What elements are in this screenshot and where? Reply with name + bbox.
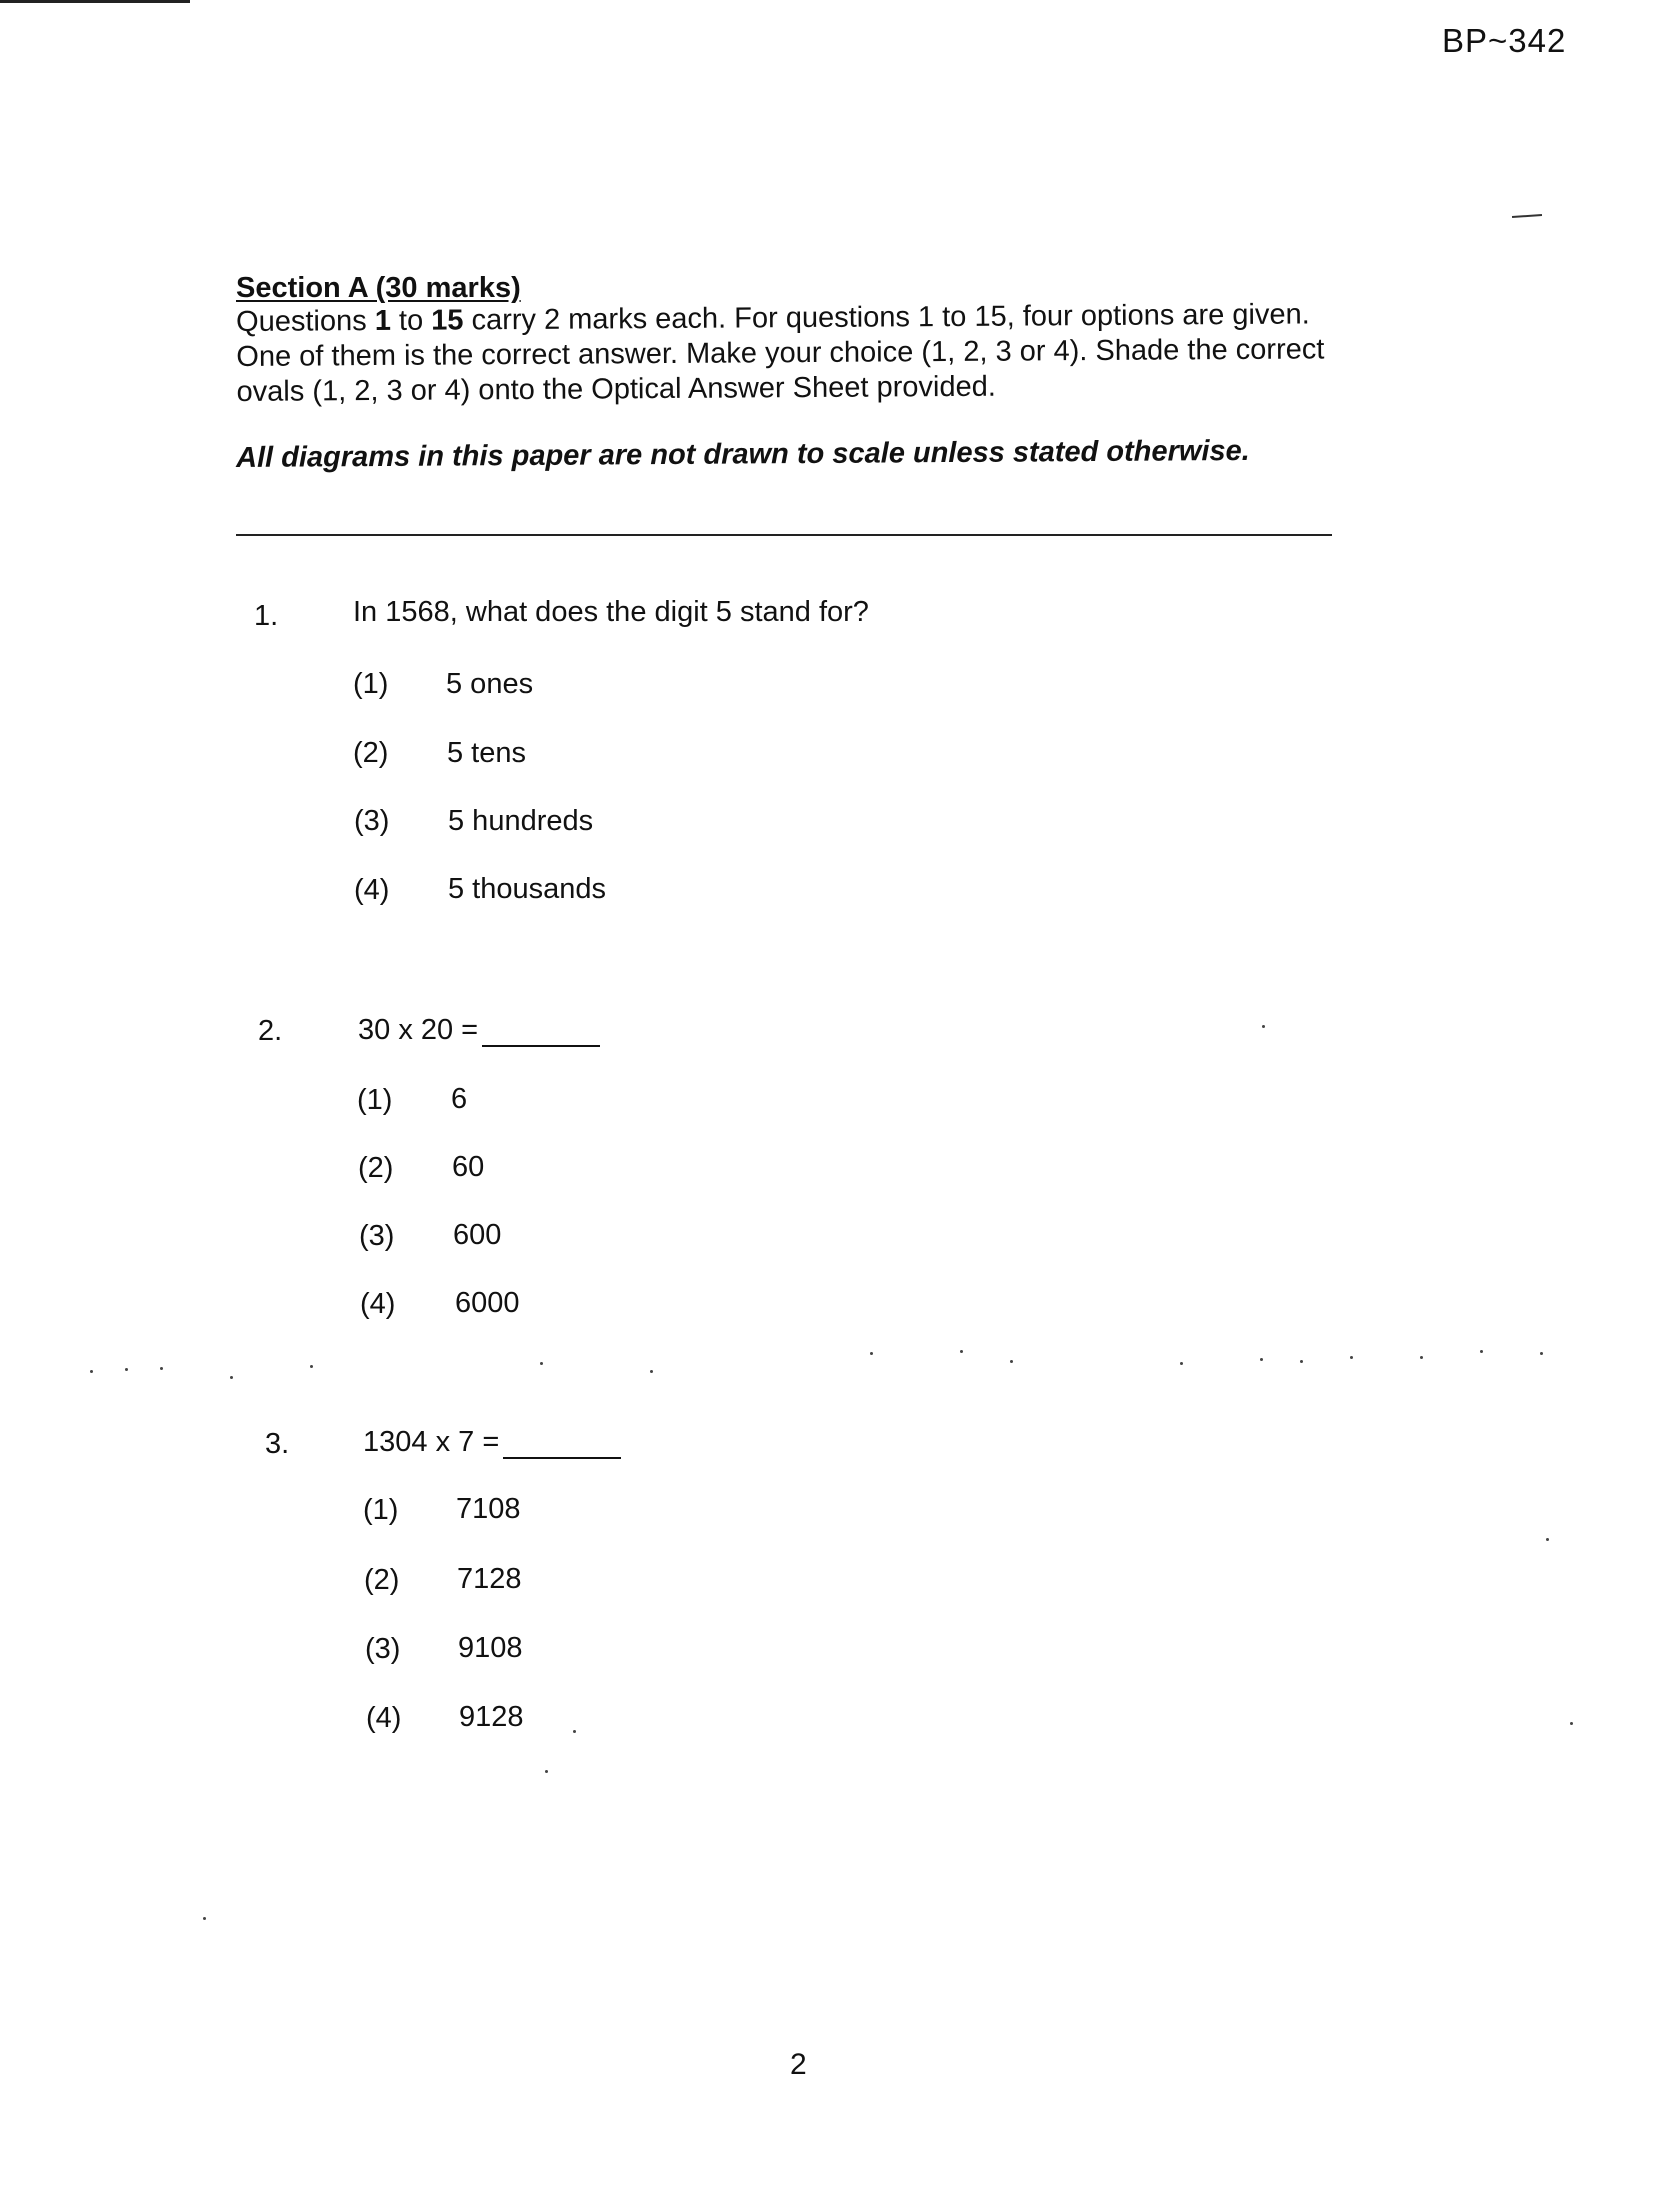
question-2-option-3-label: (3) [359,1220,395,1252]
scan-speck [1180,1362,1183,1365]
question-3-answer-blank [503,1431,621,1459]
question-1-option-1-label: (1) [353,668,389,700]
question-3-option-3-label: (3) [365,1633,401,1665]
question-3-number: 3. [265,1428,290,1460]
question-3-option-2-label: (2) [364,1564,400,1596]
question-3-option-4-text: 9128 [459,1701,524,1733]
scan-speck [545,1770,548,1773]
scan-speck [960,1350,963,1353]
scan-speck [1010,1360,1013,1363]
scan-speck [1350,1356,1353,1359]
section-instructions: Questions 1 to 15 carry 2 marks each. For questions 1 to 15, four options are given. One of them is the correct answer. Make your choice (1, 2, 3 or 4). Shade the correct ovals (1, 2, 3 or 4) onto the Optical Answer Sheet provided. [236,298,1325,408]
scan-speck [1480,1350,1483,1353]
scan-speck [310,1365,313,1368]
question-2-option-4-text: 6000 [455,1287,520,1319]
question-2-option-2-text: 60 [452,1151,485,1183]
scan-speck [540,1362,543,1365]
question-2-option-3-text: 600 [453,1219,502,1251]
scan-speck [1420,1356,1423,1359]
page-number: 2 [790,2048,807,2081]
scan-speck [573,1730,576,1733]
question-1-number: 1. [254,600,279,632]
question-1-text: In 1568, what does the digit 5 stand for? [353,596,869,628]
question-1-option-1-text: 5 ones [446,668,534,700]
question-1-option-2-text: 5 tens [447,737,526,769]
question-2-option-1-label: (1) [357,1084,393,1116]
diagram-note: All diagrams in this paper are not drawn to scale unless stated otherwise. [236,434,1250,474]
scan-speck [1260,1358,1263,1361]
question-3-option-2-text: 7128 [457,1563,522,1595]
question-2-expression: 30 x 20 = [358,1014,479,1046]
question-1-option-3-text: 5 hundreds [448,805,594,837]
scan-speck [870,1352,873,1355]
question-2-option-4-label: (4) [360,1288,396,1320]
scan-speck [125,1368,128,1371]
scan-speck [230,1376,233,1379]
scan-speck [203,1917,206,1920]
scan-speck [90,1370,93,1373]
question-2-option-1-text: 6 [451,1083,468,1115]
question-2-option-2-label: (2) [358,1152,394,1184]
scan-speck [1300,1360,1303,1363]
question-2-number: 2. [258,1015,283,1047]
margin-mark [1512,214,1542,218]
scan-speck [160,1367,163,1370]
scan-speck [1546,1538,1549,1541]
top-rule [0,0,190,3]
paper-code: BP~342 [1442,22,1567,59]
question-3-option-1-text: 7108 [456,1493,521,1525]
section-title: Section A (30 marks) [236,272,521,304]
question-3-option-1-label: (1) [363,1494,399,1526]
question-1-option-2-label: (2) [353,737,389,769]
question-3-expression: 1304 x 7 = [363,1426,500,1458]
scan-speck [1570,1722,1573,1725]
question-2-answer-blank [482,1019,600,1047]
scan-speck [1262,1025,1265,1028]
question-1-option-4-label: (4) [354,874,390,906]
scan-speck [650,1370,653,1373]
question-3-text [363,1426,621,1459]
question-3-option-4-label: (4) [366,1702,402,1734]
question-2-text [358,1014,600,1047]
question-1-option-3-label: (3) [354,805,390,837]
section-divider [236,534,1332,536]
question-1-option-4-text: 5 thousands [448,873,607,905]
question-3-option-3-text: 9108 [458,1632,523,1664]
scan-speck [1540,1352,1543,1355]
